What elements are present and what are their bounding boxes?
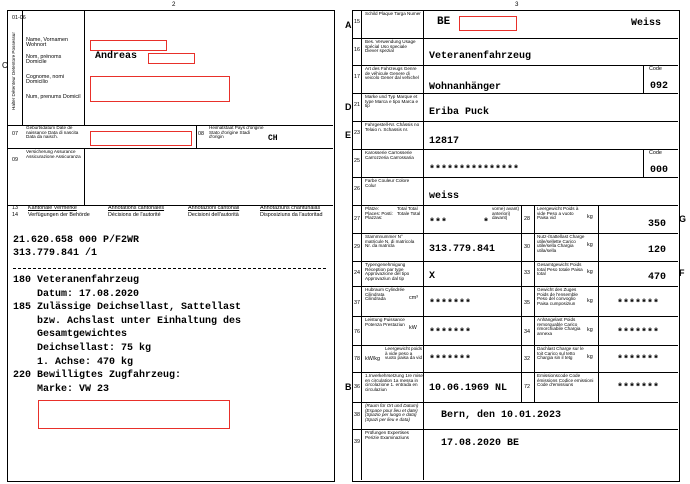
r29-value: 313.779.841 — [429, 244, 496, 255]
notes-header-de-b: Verfügungen der Behörde — [28, 212, 90, 218]
r36-no: 36 — [354, 384, 360, 390]
num-col-line — [361, 10, 362, 480]
field-09-no: 09 — [12, 157, 18, 163]
r32-label: Dachlast Charge sur le toit Carico sul tetto Chargia sin il tetg — [537, 346, 584, 361]
mid-label-line — [598, 205, 599, 380]
mid-num-line — [534, 372, 535, 402]
r21-no: 21 — [354, 102, 360, 108]
r17-code: 092 — [650, 81, 669, 92]
r38-value: Bern, den 10.01.2023 — [441, 410, 562, 421]
r76-label: Leistung Puissance Potenza Prestaziun — [365, 317, 405, 327]
r17-no: 17 — [354, 74, 360, 80]
r78-no: 78 — [354, 356, 360, 362]
r34-no: 34 — [524, 329, 530, 335]
notes-header-fr: Annotations cantonales — [108, 205, 165, 211]
redaction — [459, 16, 517, 31]
r21-label: Marke und Typ Marque et type Marca e tipo Marca e tip — [365, 94, 419, 109]
redaction — [90, 76, 230, 102]
r16-value: Veteranenfahrzeug — [429, 51, 532, 62]
r38-label: (Raum für Ort und Datum) (Espace pour lieu et date) (Spazio per luogo e data) (Spazi per lieu e data) — [365, 403, 419, 422]
r76-no: 76 — [354, 329, 360, 335]
col-divider — [84, 10, 85, 125]
origin-value: CH — [268, 134, 278, 143]
plate-canton: BE — [437, 16, 451, 28]
holder-label: Halter Détenteur Detentore Possessur — [11, 32, 16, 110]
r37-label: Hubraum Cylindrée Cilindrata Cilindrada — [365, 287, 405, 302]
r25-value: *************** — [429, 165, 520, 176]
side-letter-d: D — [345, 102, 352, 112]
r25-code-label: Code — [649, 150, 662, 156]
field-nom-label: Nom, prénoms Domicile — [26, 54, 62, 66]
r17-label: Art des Fahrzeugs Genre de véhicule Genere di veicolo Gener dal vehichel — [365, 66, 419, 81]
r27-value: *** — [429, 218, 448, 229]
r32-unit: kg — [587, 354, 593, 360]
redaction — [148, 53, 195, 64]
r30-no: 30 — [524, 244, 530, 250]
r25-label: Karosserie Carrosserie Carrozzeria Carrossaria — [365, 150, 414, 160]
r17-value: Wohnanhänger — [429, 82, 502, 93]
entry-line: Marke: VW 23 — [13, 383, 110, 395]
r17-code-label: Code — [649, 66, 662, 72]
entry-line: 220 Bewilligtes Zugfahrzeug: — [13, 370, 182, 382]
r27-front-label: vorne) avant) anteriori) davant) — [492, 206, 520, 221]
entry-line: 180 Veteranenfahrzeug — [13, 275, 140, 286]
r27-label: Plätze: Places: Posti: Plazzas: — [365, 206, 393, 221]
r23-no: 23 — [354, 130, 360, 136]
notes-header-it-b: Decisioni dell'autorità — [188, 212, 239, 218]
r76-unit: kW — [409, 325, 417, 331]
r23-label: Fahrgestell-Nr. Châssis no Telaio n. Schassis nr. — [365, 122, 420, 132]
mid-num-line — [534, 205, 535, 380]
r16-no: 16 — [354, 47, 360, 53]
side-letter-f: F — [679, 268, 685, 278]
r39-label: Prüfungen Expertises Perizie Examinaziuns — [365, 430, 409, 440]
redaction — [38, 400, 230, 429]
notes-13: 13 — [12, 205, 18, 211]
field-num-label: Num, prenums Domicil — [26, 94, 81, 100]
r15-label: Schild Plaque Targa Numer — [365, 11, 421, 16]
entry-line: Datum: 17.08.2020 — [13, 288, 140, 300]
r26-value: weiss — [429, 191, 460, 202]
code-line-1: 21.620.658 000 P/F2WR — [13, 235, 140, 246]
r25-no: 25 — [354, 158, 360, 164]
r33-value: 470 — [648, 272, 667, 283]
r30-label: Nutz-/Sattellast Charge utile/sellette Carico utile/sella Chargia utila/sella — [537, 234, 585, 253]
side-letter-b: B — [345, 382, 352, 392]
field-cognome-label: Cognome, nomi Domicilio — [26, 74, 65, 86]
birthdate-label: Geburtsdatum Date de naissance Data di nascita Data da naisch. — [26, 125, 79, 140]
r78-label: kW/kg — [365, 356, 380, 362]
r33-unit: kg — [587, 269, 593, 275]
r24-no: 24 — [354, 270, 360, 276]
holder-name: Andreas — [95, 51, 138, 62]
r26-label: Farbe Couleur Colore Colur — [365, 178, 410, 188]
r16-label: Bes. Verwendung Usage spécial Uso speciale Diever spezial — [365, 39, 416, 54]
r27-total-label: Total Total Totale Total — [397, 206, 421, 216]
col-divider — [22, 10, 23, 125]
notes-header-de: Kantonale Vermerke — [28, 205, 77, 211]
side-letter-c: C — [2, 61, 8, 70]
field-08-no: 08 — [198, 131, 204, 137]
dashed-separator — [13, 268, 326, 269]
r78-value: ******* — [429, 355, 472, 366]
notes-header-it: Annotazioni cantonali — [188, 205, 240, 211]
r39-value: 17.08.2020 BE — [441, 438, 520, 449]
r23-value: 12817 — [429, 136, 460, 147]
r76-value: ******* — [429, 328, 472, 339]
notes-14: 14 — [12, 212, 18, 218]
r37-no: 37 — [354, 300, 360, 306]
r38-no: 38 — [354, 412, 360, 418]
r30-value: 120 — [648, 245, 667, 256]
entry-line: 185 Zulässige Deichsellast, Sattellast — [13, 302, 242, 314]
r35-unit: kg — [587, 298, 593, 304]
col-divider — [196, 125, 197, 148]
r28-label: Leergewicht Poids à vide Peso a vuoto Paisa vid — [537, 206, 579, 221]
r15-no: 15 — [354, 19, 360, 25]
right-page — [345, 0, 690, 484]
r24-label: Typengenehmigung Réception par type Approvazione del tipo Approvaziun dal tip — [365, 262, 410, 281]
insurance-label: Versicherung Assurance Assicurazione Assicuranza — [26, 149, 81, 159]
r28-no: 28 — [524, 216, 530, 222]
code-col-line — [643, 65, 644, 93]
notes-header-rm: Annotaziuns chantunalas — [260, 205, 321, 211]
r28-value: 350 — [648, 219, 667, 230]
r37-unit: cm³ — [409, 295, 418, 301]
r27-front: * — [483, 218, 490, 229]
r26-no: 26 — [354, 186, 360, 192]
r30-unit: kg — [587, 242, 593, 248]
r32-no: 32 — [524, 356, 530, 362]
r37-value: ******* — [429, 299, 472, 310]
r28-unit: kg — [587, 214, 593, 220]
page-number: 3 — [515, 1, 519, 8]
entry-line: Deichsellast: 75 kg — [13, 343, 152, 354]
mid-col-line — [521, 372, 522, 402]
side-letter-g: G — [679, 214, 687, 224]
field-name-label: Name, Vornamen Wohnort — [26, 37, 68, 49]
notes-header-rm-b: Disposiziuns da l'autoritad — [260, 212, 323, 218]
r36-label: 1.Inverkehrsetzung 1re mise en circulation 1a messa in circolazione 1. entrada en circulaziun — [365, 373, 423, 392]
r34-value: ******* — [617, 328, 660, 339]
r27-no: 27 — [354, 216, 360, 222]
code-col-line — [643, 149, 644, 177]
redaction — [90, 131, 192, 146]
r33-label: Gesamtgewicht Poids total Peso totale Paisa total — [537, 262, 583, 277]
r25-code: 000 — [650, 165, 669, 176]
form-number: 01-06 — [12, 15, 26, 21]
r21-value: Eriba Puck — [429, 107, 490, 118]
r35-no: 35 — [524, 300, 530, 306]
plate-color: Weiss — [631, 18, 662, 29]
col-divider — [84, 148, 85, 205]
r24-value: X — [429, 271, 436, 282]
r34-unit: kg — [587, 327, 593, 333]
r72-no: 72 — [524, 384, 530, 390]
side-letter-a: A — [345, 20, 352, 30]
entry-line: bzw. Achslast unter Einhaltung des — [13, 315, 242, 327]
r35-label: Gewicht des Zuges Poids de l'ensemble Peso del convoglio Paisa cumposiziun — [537, 287, 578, 306]
redaction — [90, 40, 167, 51]
entry-line: 1. Achse: 470 kg — [13, 356, 134, 368]
r36-value: 10.06.1969 NL — [429, 383, 508, 394]
entry-line: Gesamtgewichtes — [13, 329, 128, 341]
r35-value: ******* — [617, 299, 660, 310]
r33-no: 33 — [524, 270, 530, 276]
r29-no: 29 — [354, 244, 360, 250]
notes-header-fr-b: Décisions de l'autorité — [108, 212, 161, 218]
mid-label-line — [598, 372, 599, 402]
r78-sub: Leergewicht poids à vide peso a vuoto paisa da vid — [385, 346, 423, 361]
code-line-2: 313.779.841 /1 — [13, 248, 98, 259]
r32-value: ******* — [617, 355, 660, 366]
page-number: 2 — [172, 1, 176, 8]
r72-value: ******* — [617, 383, 660, 394]
origin-label: Heimatstaat Pays d'origine Stato d'origine Stadi d'origin — [209, 125, 264, 140]
side-letter-e: E — [345, 130, 352, 140]
r39-no: 39 — [354, 439, 360, 445]
mid-col-line — [521, 205, 522, 380]
r34-label: Anhängelast Poids remorquable Carico rimorchiabile Chargia annexa — [537, 317, 581, 336]
field-07-no: 07 — [12, 131, 18, 137]
r72-label: Emissionscode Code émissions Codice emissioni Code d'emissiuns — [537, 373, 594, 388]
r29-label: Stammnummer N° matricule N. di matricola Nr. da matricla — [365, 234, 415, 249]
